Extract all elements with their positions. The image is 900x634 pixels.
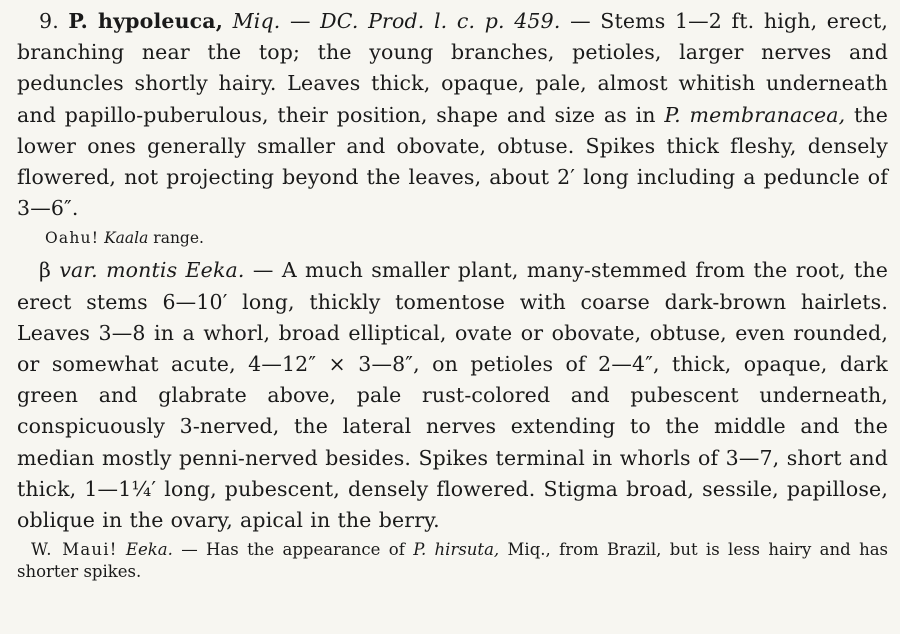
variety-description: [17, 255, 888, 536]
note-text-1: — Has the appearance of: [181, 540, 405, 560]
dash: —: [570, 9, 591, 33]
variety-symbol: β: [39, 258, 52, 283]
dash: —: [289, 9, 311, 33]
locality-oahu: [17, 227, 888, 249]
species-reference: DC. Prod. l. c. p. 459.: [320, 9, 561, 33]
note-italic-reference: P. hirsuta,: [413, 540, 500, 560]
note-text-2: Miq., from Brazil, but is less hairy and has shorter spikes.: [17, 540, 889, 582]
dash: —: [252, 258, 274, 283]
species-number: 9.: [39, 9, 59, 33]
variety-text: A much smaller plant, many-stemmed from the root, the erect stems 6—10′ long, thickly tomentose with coarse dark-brown hairlets. Leaves 3—8 in a whorl, broad elliptical, ovate or obovate, obtuse, even rounded, or somewhat acute, 4—12″ × 3—8″, on petioles of 2—4″, thick, opaque, dark green and glabrate above, pale rust-colored and pubescent underneath, conspicuously 3-nerved, the lateral nerves extending to the middle and the median mostly penni-nerved besides. Spikes terminal in whorls of 3—7, short and thick, 1—1¼′ long, pubescent, densely flowered. Stigma broad, sessile, papillose, oblique in the ovary, apical in the berry.: [17, 258, 889, 533]
species-name: P. hypoleuca,: [68, 9, 224, 33]
species-italic-reference: P. membranacea,: [664, 102, 846, 127]
species-description: [17, 6, 888, 224]
locality-detail: Kaala: [104, 229, 149, 248]
locality-detail: Eeka.: [125, 540, 173, 560]
species-text-2: the lower ones generally smaller and obovate, obtuse. Spikes thick fleshy, densely flowered, not projecting beyond the leaves, about 2′ long including a peduncle of 3—6″.: [17, 102, 888, 221]
variety-name: var. montis Eeka.: [59, 258, 245, 283]
locality-place: Oahu!: [45, 229, 100, 248]
species-text-1: Stems 1—2 ft. high, erect, branching near the top; the young branches, petioles, larger nerves and peduncles shortly hairy. Leaves thick, opaque, pale, almost whitish underneath and papillo-puberulous, their position, shape and size as in: [17, 9, 889, 127]
locality-maui-note: [17, 539, 888, 583]
species-author: Miq.: [232, 9, 281, 33]
locality-suffix: range.: [153, 229, 204, 248]
locality-place: W. Maui!: [31, 540, 118, 560]
